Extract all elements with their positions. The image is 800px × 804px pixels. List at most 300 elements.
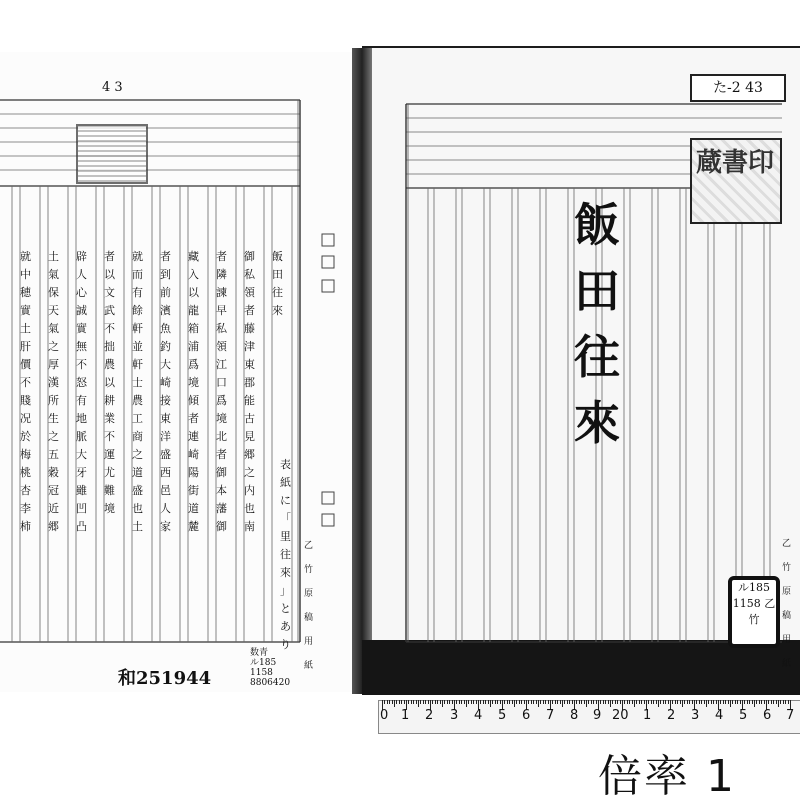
ruler-tick [593, 700, 594, 704]
text-character: 能 [244, 394, 255, 407]
ruler-tick [696, 700, 697, 704]
ruler-tick [704, 700, 705, 704]
ruler-tick [629, 700, 630, 704]
text-character: 到 [160, 268, 171, 281]
ruler-tick [785, 700, 786, 704]
text-character: 者 [216, 250, 227, 263]
text-character: 大 [76, 448, 87, 461]
text-character: 道 [132, 466, 143, 479]
text-character: 飯 [272, 250, 283, 263]
text-character: 尤 [104, 466, 115, 479]
text-character: 誠 [76, 304, 87, 317]
text-character: 盛 [132, 484, 143, 497]
ruler-tick [548, 700, 549, 704]
ruler-number-16: 6 [763, 708, 772, 723]
ruler-tick [413, 700, 414, 704]
text-character: 也 [244, 502, 255, 515]
ruler-tick [396, 700, 397, 704]
text-character: 里 [280, 530, 291, 543]
ruler-tick [394, 700, 395, 707]
ruler-tick [672, 700, 673, 704]
text-character: 接 [160, 394, 171, 407]
ruler-tick [634, 700, 635, 707]
text-character: 人 [76, 268, 87, 281]
ruler-tick [459, 700, 460, 704]
ruler-tick [776, 700, 777, 704]
text-character: 况 [20, 412, 31, 425]
text-character: 桃 [20, 466, 31, 479]
ruler-tick [771, 700, 772, 704]
ruler-tick [706, 700, 707, 707]
text-character: 餘 [132, 304, 143, 317]
ruler-tick [687, 700, 688, 704]
text-character: 氣 [48, 322, 59, 335]
ruler-tick [492, 700, 493, 704]
text-character: 不 [104, 430, 115, 443]
text-character: 前 [160, 286, 171, 299]
text-character: 有 [76, 394, 87, 407]
ruler-number-15: 5 [739, 708, 748, 723]
text-character: 凸 [76, 520, 87, 533]
text-character: 箱 [188, 322, 199, 335]
text-character: 中 [20, 268, 31, 281]
ruler-tick [440, 700, 441, 704]
ruler-tick [524, 700, 525, 704]
ruler-tick [488, 700, 489, 704]
ruler-tick [600, 700, 601, 704]
ruler-number-13: 3 [691, 708, 700, 723]
text-character: 就 [132, 250, 143, 263]
text-character: 爲 [188, 358, 199, 371]
text-character: 之 [48, 340, 59, 353]
text-character: 藩 [216, 502, 227, 515]
text-character: 者 [104, 250, 115, 263]
left-paper-brand: 乙 竹 原 稿 用 紙 [304, 541, 314, 671]
text-character: に [280, 494, 291, 507]
text-character: 漢 [48, 376, 59, 389]
text-character: 並 [132, 340, 143, 353]
text-character: 藏 [188, 250, 199, 263]
text-character: 氣 [48, 268, 59, 281]
ruler-tick [531, 700, 532, 704]
text-character: 人 [160, 502, 171, 515]
ruler-tick [449, 700, 450, 704]
ruler-tick [468, 700, 469, 704]
text-character: 而 [132, 268, 143, 281]
text-character: 農 [104, 358, 115, 371]
text-character: 不 [76, 358, 87, 371]
ruler-tick [682, 700, 683, 707]
text-character: 近 [48, 502, 59, 515]
text-character: 領 [244, 286, 255, 299]
ruler-tick [557, 700, 558, 704]
text-character: 也 [132, 502, 143, 515]
text-character: 難 [104, 484, 115, 497]
text-character: 道 [188, 502, 199, 515]
ruler-tick [586, 700, 587, 707]
text-character: 土 [132, 520, 143, 533]
text-character: 郷 [48, 520, 59, 533]
ruler-tick [708, 700, 709, 704]
text-character: 不 [104, 322, 115, 335]
ownership-seal: 蔵書印 [690, 138, 782, 224]
ruler-tick [778, 700, 779, 707]
ruler-tick [588, 700, 589, 704]
ruler-number-8: 8 [570, 708, 579, 723]
ruler-tick [480, 700, 481, 704]
text-character: 肝 [20, 340, 31, 353]
text-character: 實 [76, 322, 87, 335]
text-character: 津 [244, 340, 255, 353]
text-character: 來 [280, 566, 291, 579]
ruler-tick [749, 700, 750, 704]
text-character: 境 [216, 412, 227, 425]
text-character: 洋 [160, 430, 171, 443]
text-character: 古 [244, 412, 255, 425]
text-character: 大 [160, 358, 171, 371]
ruler-tick [420, 700, 421, 704]
text-column-6 [132, 248, 143, 536]
ruler-tick [464, 700, 465, 704]
ruler-tick [627, 700, 628, 704]
ruler-tick [636, 700, 637, 704]
ruler-tick [759, 700, 760, 704]
ruler-tick [435, 700, 436, 704]
text-character: 御 [216, 520, 227, 533]
ruler-number-17: 7 [786, 708, 795, 723]
ruler-tick [473, 700, 474, 704]
text-character: 心 [76, 286, 87, 299]
ruler-tick [495, 700, 496, 704]
ruler-tick [425, 700, 426, 704]
ruler-tick [552, 700, 553, 704]
ruler-tick [617, 700, 618, 704]
right-paper-brand: 乙 竹 原 稿 用 紙 [782, 539, 792, 669]
ruler-tick [610, 700, 611, 707]
text-column-10 [20, 248, 31, 536]
text-character: 實 [20, 304, 31, 317]
text-character: 田 [272, 268, 283, 281]
ruler-tick [579, 700, 580, 704]
text-character: 」 [280, 584, 291, 597]
ruler-tick [562, 700, 563, 707]
text-character: 土 [48, 250, 59, 263]
text-character: 西 [160, 466, 171, 479]
page-number: 4 3 [102, 80, 123, 95]
ruler-tick [641, 700, 642, 704]
text-character: 本 [216, 484, 227, 497]
ruler-tick [401, 700, 402, 704]
ruler-tick [555, 700, 556, 704]
ruler-tick [399, 700, 400, 704]
ruler-tick [680, 700, 681, 704]
text-character: 以 [104, 376, 115, 389]
ruler-tick [512, 700, 513, 704]
text-character: 陽 [188, 466, 199, 479]
ruler-tick [466, 700, 467, 707]
ruler-number-3: 3 [450, 708, 459, 723]
text-column-9 [48, 248, 59, 536]
ruler-tick [651, 700, 652, 704]
text-character: 穂 [20, 286, 31, 299]
text-character: 運 [104, 448, 115, 461]
text-character: 以 [188, 286, 199, 299]
ruler-number-14: 4 [715, 708, 724, 723]
ruler-tick [648, 700, 649, 704]
ruler-number-1: 1 [401, 708, 410, 723]
text-character: 東 [160, 412, 171, 425]
text-character: 入 [188, 268, 199, 281]
ruler-tick [665, 700, 666, 704]
ruler-tick [756, 700, 757, 704]
ruler-tick [689, 700, 690, 704]
ruler-tick [620, 700, 621, 704]
text-character: 早 [216, 304, 227, 317]
ruler-tick [504, 700, 505, 704]
ruler-tick [490, 700, 491, 707]
text-character: 者 [244, 304, 255, 317]
ruler-tick [713, 700, 714, 704]
text-character: 御 [244, 250, 255, 263]
ruler-tick [754, 700, 755, 707]
ruler-tick [701, 700, 702, 704]
ruler-tick [632, 700, 633, 704]
ruler-tick [740, 700, 741, 704]
text-character: 境 [104, 502, 115, 515]
ruler-tick [543, 700, 544, 704]
text-character: 保 [48, 286, 59, 299]
ruler-tick [732, 700, 733, 704]
text-character: 來 [272, 304, 283, 317]
ruler-number-5: 5 [498, 708, 507, 723]
ruler-tick [761, 700, 762, 704]
ruler-tick [615, 700, 616, 704]
ruler-tick [752, 700, 753, 704]
catalog-number: 和251944 [118, 668, 212, 689]
text-character: 崎 [160, 376, 171, 389]
ruler-tick [747, 700, 748, 704]
ruler-tick [728, 700, 729, 704]
text-character: 者 [216, 448, 227, 461]
ruler-tick [564, 700, 565, 704]
text-character: 怒 [76, 376, 87, 389]
text-character: 郷 [244, 448, 255, 461]
ruler-tick [519, 700, 520, 704]
ruler-tick [768, 700, 769, 704]
ruler-tick [720, 700, 721, 704]
text-character: 業 [104, 412, 115, 425]
ruler-tick [514, 700, 515, 707]
ruler-number-7: 7 [546, 708, 555, 723]
ruler-tick [533, 700, 534, 704]
ruler-tick [483, 700, 484, 704]
text-character: 私 [216, 322, 227, 335]
text-character: 穀 [48, 466, 59, 479]
ruler-tick [432, 700, 433, 704]
ruler-tick [452, 700, 453, 704]
ruler-tick [387, 700, 388, 704]
text-character: 街 [188, 484, 199, 497]
ruler-tick [521, 700, 522, 704]
ruler-tick [428, 700, 429, 704]
text-character: 價 [20, 358, 31, 371]
ruler-tick [675, 700, 676, 704]
ruler-number-11: 1 [643, 708, 652, 723]
text-character: 隣 [216, 268, 227, 281]
ruler-tick [418, 700, 419, 707]
ruler-tick [591, 700, 592, 704]
ruler-tick [608, 700, 609, 704]
text-character: 江 [216, 358, 227, 371]
text-character: 農 [132, 394, 143, 407]
ruler-tick [485, 700, 486, 704]
text-character: 柿 [20, 520, 31, 533]
ruler-tick [677, 700, 678, 704]
text-character: 紙 [280, 476, 291, 489]
ruler-tick [744, 700, 745, 704]
ruler-number-12: 2 [667, 708, 676, 723]
text-character: 之 [48, 430, 59, 443]
text-character: 有 [132, 286, 143, 299]
ruler-tick [536, 700, 537, 704]
ruler-tick [461, 700, 462, 704]
text-character: 濱 [160, 304, 171, 317]
text-character: 士 [132, 376, 143, 389]
text-character: 内 [244, 484, 255, 497]
text-character: 文 [104, 286, 115, 299]
text-character: 李 [20, 502, 31, 515]
ruler-tick [560, 700, 561, 704]
library-stamp [76, 124, 148, 184]
ruler-tick [456, 700, 457, 704]
ruler-tick [581, 700, 582, 704]
text-character: 工 [132, 412, 143, 425]
ruler-tick [605, 700, 606, 704]
text-character: 私 [244, 268, 255, 281]
ruler-tick [538, 700, 539, 707]
ruler-tick [699, 700, 700, 704]
ruler-tick [411, 700, 412, 704]
shelf-box: ル185 1158 乙竹 [728, 576, 780, 648]
text-character: 諫 [216, 286, 227, 299]
ruler-tick [569, 700, 570, 704]
ruler-tick [476, 700, 477, 704]
ruler-tick [735, 700, 736, 704]
text-character: 境 [188, 376, 199, 389]
text-character: 天 [48, 304, 59, 317]
handwritten-note: 数青 ル185 1158 8806420 [250, 648, 291, 688]
ruler-tick [656, 700, 657, 704]
text-column-5 [160, 248, 171, 536]
text-character: 耕 [104, 394, 115, 407]
text-character: 生 [48, 412, 59, 425]
text-character: 麓 [188, 520, 199, 533]
text-character: 賤 [20, 394, 31, 407]
ruler-tick [764, 700, 765, 704]
ruler-tick [572, 700, 573, 704]
text-character: 辟 [76, 250, 87, 263]
text-character: 郡 [244, 376, 255, 389]
text-character: 爲 [216, 394, 227, 407]
text-character: 牙 [76, 466, 87, 479]
ruler-tick [528, 700, 529, 704]
ruler-tick [423, 700, 424, 704]
ruler-number-20: 20 [612, 708, 629, 723]
ruler-tick [730, 700, 731, 707]
ruler-number-6: 6 [522, 708, 531, 723]
book-title: 飯 田 往 來 [574, 198, 620, 450]
text-character: 「 [280, 512, 291, 525]
text-character: 梅 [20, 448, 31, 461]
text-note [280, 456, 291, 654]
text-character: 於 [20, 430, 31, 443]
text-character: 不 [20, 376, 31, 389]
ruler-tick [497, 700, 498, 704]
text-character: 冠 [48, 484, 59, 497]
text-character: 藤 [244, 322, 255, 335]
text-character: 地 [76, 412, 87, 425]
text-character: 商 [132, 430, 143, 443]
ruler-tick [442, 700, 443, 707]
text-character: 龍 [188, 304, 199, 317]
ruler-tick [788, 700, 789, 704]
ruler-tick [783, 700, 784, 704]
text-character: 口 [216, 376, 227, 389]
text-column-2 [244, 248, 255, 536]
ruler-tick [723, 700, 724, 704]
text-character: 就 [20, 250, 31, 263]
ruler-tick [644, 700, 645, 704]
ruler-tick [596, 700, 597, 704]
text-character: 傾 [188, 394, 199, 407]
ruler-tick [692, 700, 693, 704]
ruler-tick [663, 700, 664, 704]
ruler-tick [447, 700, 448, 704]
ruler-tick [384, 700, 385, 704]
ruler-tick [658, 700, 659, 707]
ruler-number-9: 9 [593, 708, 602, 723]
text-character: 以 [104, 268, 115, 281]
text-character: 領 [216, 340, 227, 353]
text-column-3 [216, 248, 227, 536]
text-character: 凹 [76, 502, 87, 515]
text-character: 邑 [160, 484, 171, 497]
text-character: 之 [132, 448, 143, 461]
ruler-tick [737, 700, 738, 704]
ruler-tick [404, 700, 405, 704]
text-character: 浦 [188, 340, 199, 353]
text-character: と [280, 602, 291, 615]
text-character: 往 [272, 286, 283, 299]
text-character: 五 [48, 448, 59, 461]
ruler-tick [500, 700, 501, 704]
ruler-tick [612, 700, 613, 704]
text-character: 土 [20, 322, 31, 335]
text-character: 者 [188, 412, 199, 425]
ruler-tick [471, 700, 472, 704]
text-character: 軒 [132, 358, 143, 371]
text-column-8 [76, 248, 87, 536]
text-character: 武 [104, 304, 115, 317]
ruler-tick [716, 700, 717, 704]
text-character: 御 [216, 466, 227, 479]
ruler-tick [780, 700, 781, 704]
ruler-tick [653, 700, 654, 704]
ruler-tick [773, 700, 774, 704]
ruler-tick [444, 700, 445, 704]
text-character: 東 [244, 358, 255, 371]
ruler-tick [389, 700, 390, 704]
